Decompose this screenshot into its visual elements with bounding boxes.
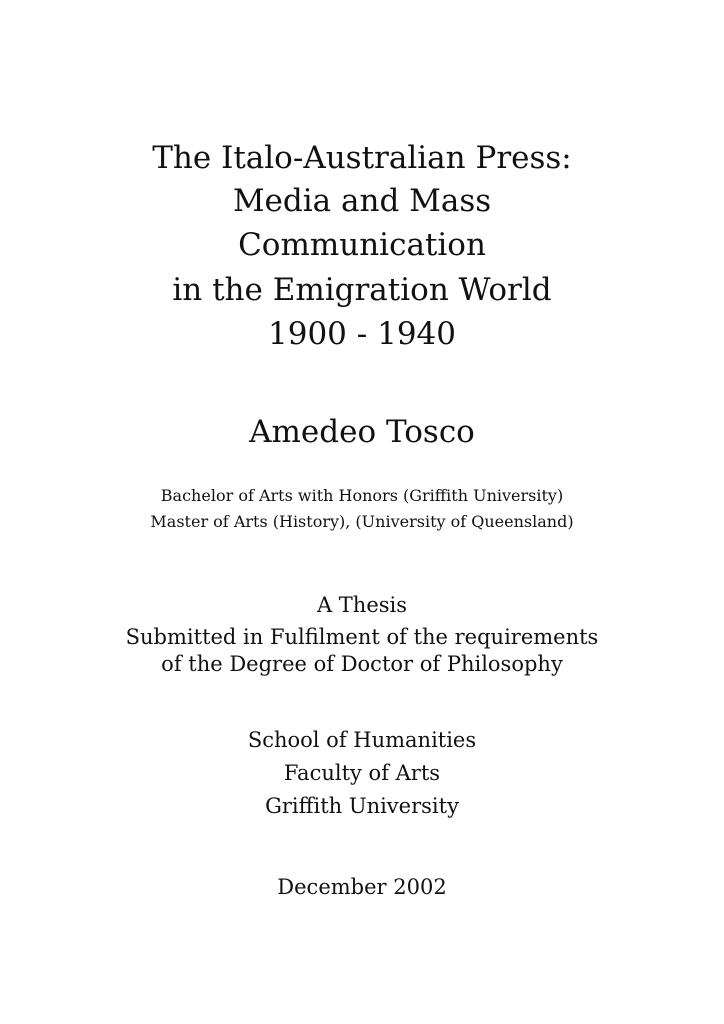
- degree-line: Bachelor of Arts with Honors (Griffith University): [160, 486, 564, 505]
- submission-line: Submitted in Fulfilment of the requirements: [125, 625, 599, 649]
- title-line: in the Emigration World: [172, 272, 552, 308]
- degree-line: Master of Arts (History), (University of Queensland): [150, 512, 574, 531]
- title-line: Communication: [238, 227, 486, 263]
- faculty-name: Faculty of Arts: [283, 761, 441, 785]
- submission-line: A Thesis: [316, 593, 408, 617]
- title-line: Media and Mass: [232, 183, 492, 219]
- school-name: School of Humanities: [247, 728, 477, 752]
- title-line: 1900 - 1940: [268, 316, 456, 352]
- submission-date: December 2002: [277, 875, 447, 899]
- title-line: The Italo-Australian Press:: [152, 140, 572, 176]
- author-name: Amedeo Tosco: [249, 414, 475, 450]
- university-name: Griffith University: [265, 794, 459, 818]
- submission-line: of the Degree of Doctor of Philosophy: [161, 652, 563, 676]
